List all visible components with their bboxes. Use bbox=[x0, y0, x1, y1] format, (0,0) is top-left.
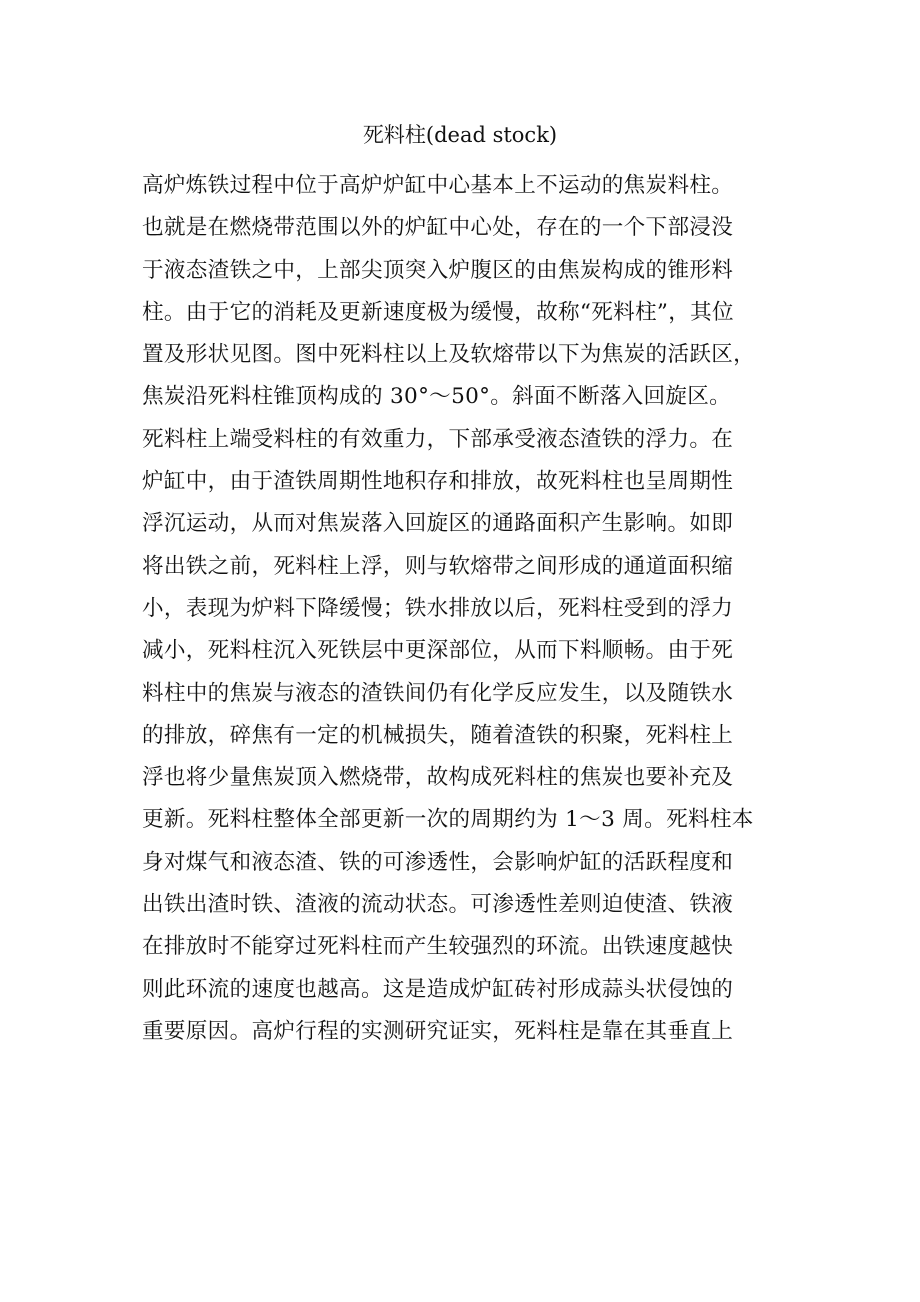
text-line: 置及形状见图。图中死料柱以上及软熔带以下为焦炭的活跃区， bbox=[142, 342, 756, 368]
text-line: 于液态渣铁之中，上部尖顶突入炉腹区的由焦炭构成的锥形料 bbox=[142, 257, 734, 283]
text-line: 炉缸中，由于渣铁周期性地积存和排放，故死料柱也呈周期性 bbox=[142, 469, 734, 495]
text-line: 浮沉运动，从而对焦炭落入回旋区的通路面积产生影响。如即 bbox=[142, 511, 734, 537]
text-line: 料柱中的焦炭与液态的渣铁间仍有化学反应发生，以及随铁水 bbox=[142, 680, 734, 706]
document-title: 死料柱(dead stock) bbox=[362, 123, 558, 147]
text-line: 的排放，碎焦有一定的机械损失，随着渣铁的积聚，死料柱上 bbox=[142, 722, 734, 748]
text-line: 浮也将少量焦炭顶入燃烧带，故构成死料柱的焦炭也要补充及 bbox=[142, 765, 734, 791]
text-line: 更新。死料柱整体全部更新一次的周期约为 1～3 周。死料柱本 bbox=[142, 807, 754, 833]
text-line: 在排放时不能穿过死料柱而产生较强烈的环流。出铁速度越快 bbox=[142, 934, 734, 960]
text-line: 出铁出渣时铁、渣液的流动状态。可渗透性差则迫使渣、铁液 bbox=[142, 892, 734, 918]
document-body bbox=[142, 165, 782, 1053]
text-line: 身对煤气和液态渣、铁的可渗透性，会影响炉缸的活跃程度和 bbox=[142, 849, 734, 875]
text-line: 重要原因。高炉行程的实测研究证实，死料柱是靠在其垂直上 bbox=[142, 1018, 734, 1044]
text-line: 焦炭沿死料柱锥顶构成的 30°～50°。斜面不断落入回旋区。 bbox=[142, 384, 732, 410]
text-line: 高炉炼铁过程中位于高炉炉缸中心基本上不运动的焦炭料柱。 bbox=[142, 173, 734, 198]
text-line: 死料柱上端受料柱的有效重力，下部承受液态渣铁的浮力。在 bbox=[142, 426, 734, 452]
text-line: 柱。由于它的消耗及更新速度极为缓慢，故称“死料柱”，其位 bbox=[142, 299, 734, 325]
text-line: 也就是在燃烧带范围以外的炉缸中心处，存在的一个下部浸没 bbox=[142, 215, 734, 241]
text-line: 则此环流的速度也越高。这是造成炉缸砖衬形成蒜头状侵蚀的 bbox=[142, 976, 734, 1002]
text-line: 减小，死料柱沉入死铁层中更深部位，从而下料顺畅。由于死 bbox=[142, 638, 734, 664]
text-line: 将出铁之前，死料柱上浮，则与软熔带之间形成的通道面积缩 bbox=[142, 553, 734, 579]
text-line: 小，表现为炉料下降缓慢；铁水排放以后，死料柱受到的浮力 bbox=[142, 595, 734, 621]
